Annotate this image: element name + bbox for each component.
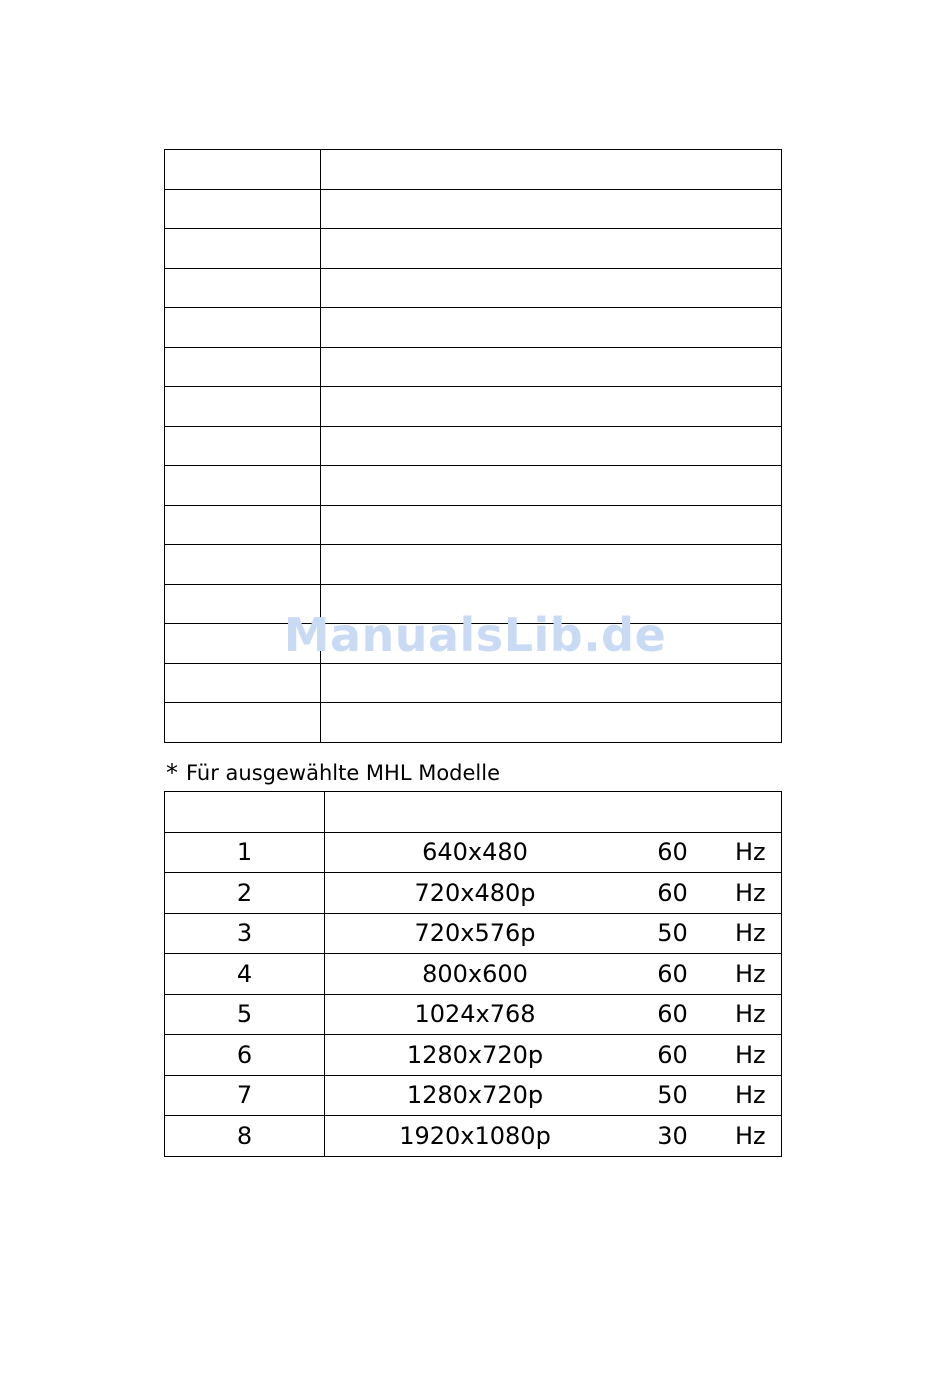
table-row: [165, 873, 782, 914]
table-cell: [165, 663, 321, 703]
footnote-asterisk: *: [166, 759, 178, 787]
mode-refresh-rate: 50: [657, 919, 688, 948]
table-row: [165, 505, 782, 545]
table-cell: [321, 426, 782, 466]
table-cell: [321, 663, 782, 703]
table-cell: [165, 584, 321, 624]
mode-resolution: 640x480: [422, 838, 528, 867]
table-row: [165, 545, 782, 585]
table-cell: [321, 229, 782, 269]
mode-refresh-unit: Hz: [735, 1000, 766, 1029]
table-header-row: [165, 792, 782, 833]
mode-index: 5: [165, 994, 325, 1035]
mode-cell: [325, 994, 782, 1035]
table-row: [165, 347, 782, 387]
mode-resolution: 720x576p: [414, 919, 536, 948]
table-cell: [321, 189, 782, 229]
mode-refresh-rate: 60: [657, 878, 688, 907]
table-cell: [165, 426, 321, 466]
table-row: [165, 229, 782, 269]
mode-refresh-unit: Hz: [735, 878, 766, 907]
watermark: ManualsLib.de: [283, 608, 667, 662]
table-cell: [321, 268, 782, 308]
table-cell: [165, 189, 321, 229]
mode-index: 7: [165, 1075, 325, 1116]
table-row: [165, 268, 782, 308]
mode-index: 3: [165, 913, 325, 954]
mode-cell: [325, 1035, 782, 1076]
table-row: [165, 1116, 782, 1157]
mode-resolution: 1024x768: [414, 1000, 536, 1029]
table-cell: [165, 229, 321, 269]
mode-index: 2: [165, 873, 325, 914]
table-cell: [165, 150, 321, 190]
table-cell: [321, 308, 782, 348]
mhl-mode-table: [164, 791, 782, 1157]
mode-refresh-rate: 60: [657, 838, 688, 867]
mode-index: 4: [165, 954, 325, 995]
table-row: [165, 954, 782, 995]
table-row: [165, 150, 782, 190]
table-cell: [165, 387, 321, 427]
mode-refresh-unit: Hz: [735, 959, 766, 988]
table-row: [165, 308, 782, 348]
footnote-text: Für ausgewählte MHL Modelle: [186, 761, 501, 785]
mode-refresh-unit: Hz: [735, 1121, 766, 1150]
table-cell: [165, 703, 321, 743]
mode-resolution: 1280x720p: [406, 1081, 544, 1110]
table-row: [165, 426, 782, 466]
table-row: [165, 703, 782, 743]
table-row: [165, 832, 782, 873]
mode-refresh-unit: Hz: [735, 1040, 766, 1069]
table-cell: [165, 466, 321, 506]
mode-index: 8: [165, 1116, 325, 1157]
mode-cell: [325, 1075, 782, 1116]
table-cell: [321, 466, 782, 506]
header-cell-mode: [325, 792, 782, 833]
table-row: [165, 913, 782, 954]
table-cell: [321, 505, 782, 545]
table-cell: [321, 387, 782, 427]
mode-resolution: 720x480p: [414, 878, 536, 907]
table-cell: [321, 584, 782, 624]
header-cell-index: [165, 792, 325, 833]
table-cell: [165, 505, 321, 545]
mode-refresh-rate: 30: [657, 1121, 688, 1150]
mode-cell: [325, 1116, 782, 1157]
table-cell: [321, 545, 782, 585]
mode-refresh-rate: 50: [657, 1081, 688, 1110]
mode-refresh-rate: 60: [657, 1040, 688, 1069]
mode-refresh-rate: 60: [657, 959, 688, 988]
table-cell: [165, 624, 321, 664]
mode-refresh-unit: Hz: [735, 838, 766, 867]
mode-resolution: 1280x720p: [406, 1040, 544, 1069]
table-row: [165, 584, 782, 624]
mode-index: 1: [165, 832, 325, 873]
footnote: [166, 759, 500, 787]
mode-refresh-rate: 60: [657, 1000, 688, 1029]
mode-cell: [325, 954, 782, 995]
mode-resolution: 800x600: [422, 959, 528, 988]
table-row: [165, 387, 782, 427]
mode-cell: [325, 873, 782, 914]
timing-table-empty: [164, 149, 782, 743]
table-row: [165, 466, 782, 506]
mode-refresh-unit: Hz: [735, 1081, 766, 1110]
table-cell: [165, 308, 321, 348]
table-row: [165, 1035, 782, 1076]
table-row: [165, 994, 782, 1035]
table-row: [165, 663, 782, 703]
mode-refresh-unit: Hz: [735, 919, 766, 948]
mode-index: 6: [165, 1035, 325, 1076]
table-cell: [321, 347, 782, 387]
table-cell: [321, 624, 782, 664]
table-cell: [165, 347, 321, 387]
mode-cell: [325, 832, 782, 873]
mode-cell: [325, 913, 782, 954]
table-cell: [165, 268, 321, 308]
table-row: [165, 189, 782, 229]
table-cell: [321, 703, 782, 743]
mode-resolution: 1920x1080p: [399, 1121, 551, 1150]
table-row: [165, 1075, 782, 1116]
table-row: [165, 624, 782, 664]
table-cell: [321, 150, 782, 190]
table-cell: [165, 545, 321, 585]
